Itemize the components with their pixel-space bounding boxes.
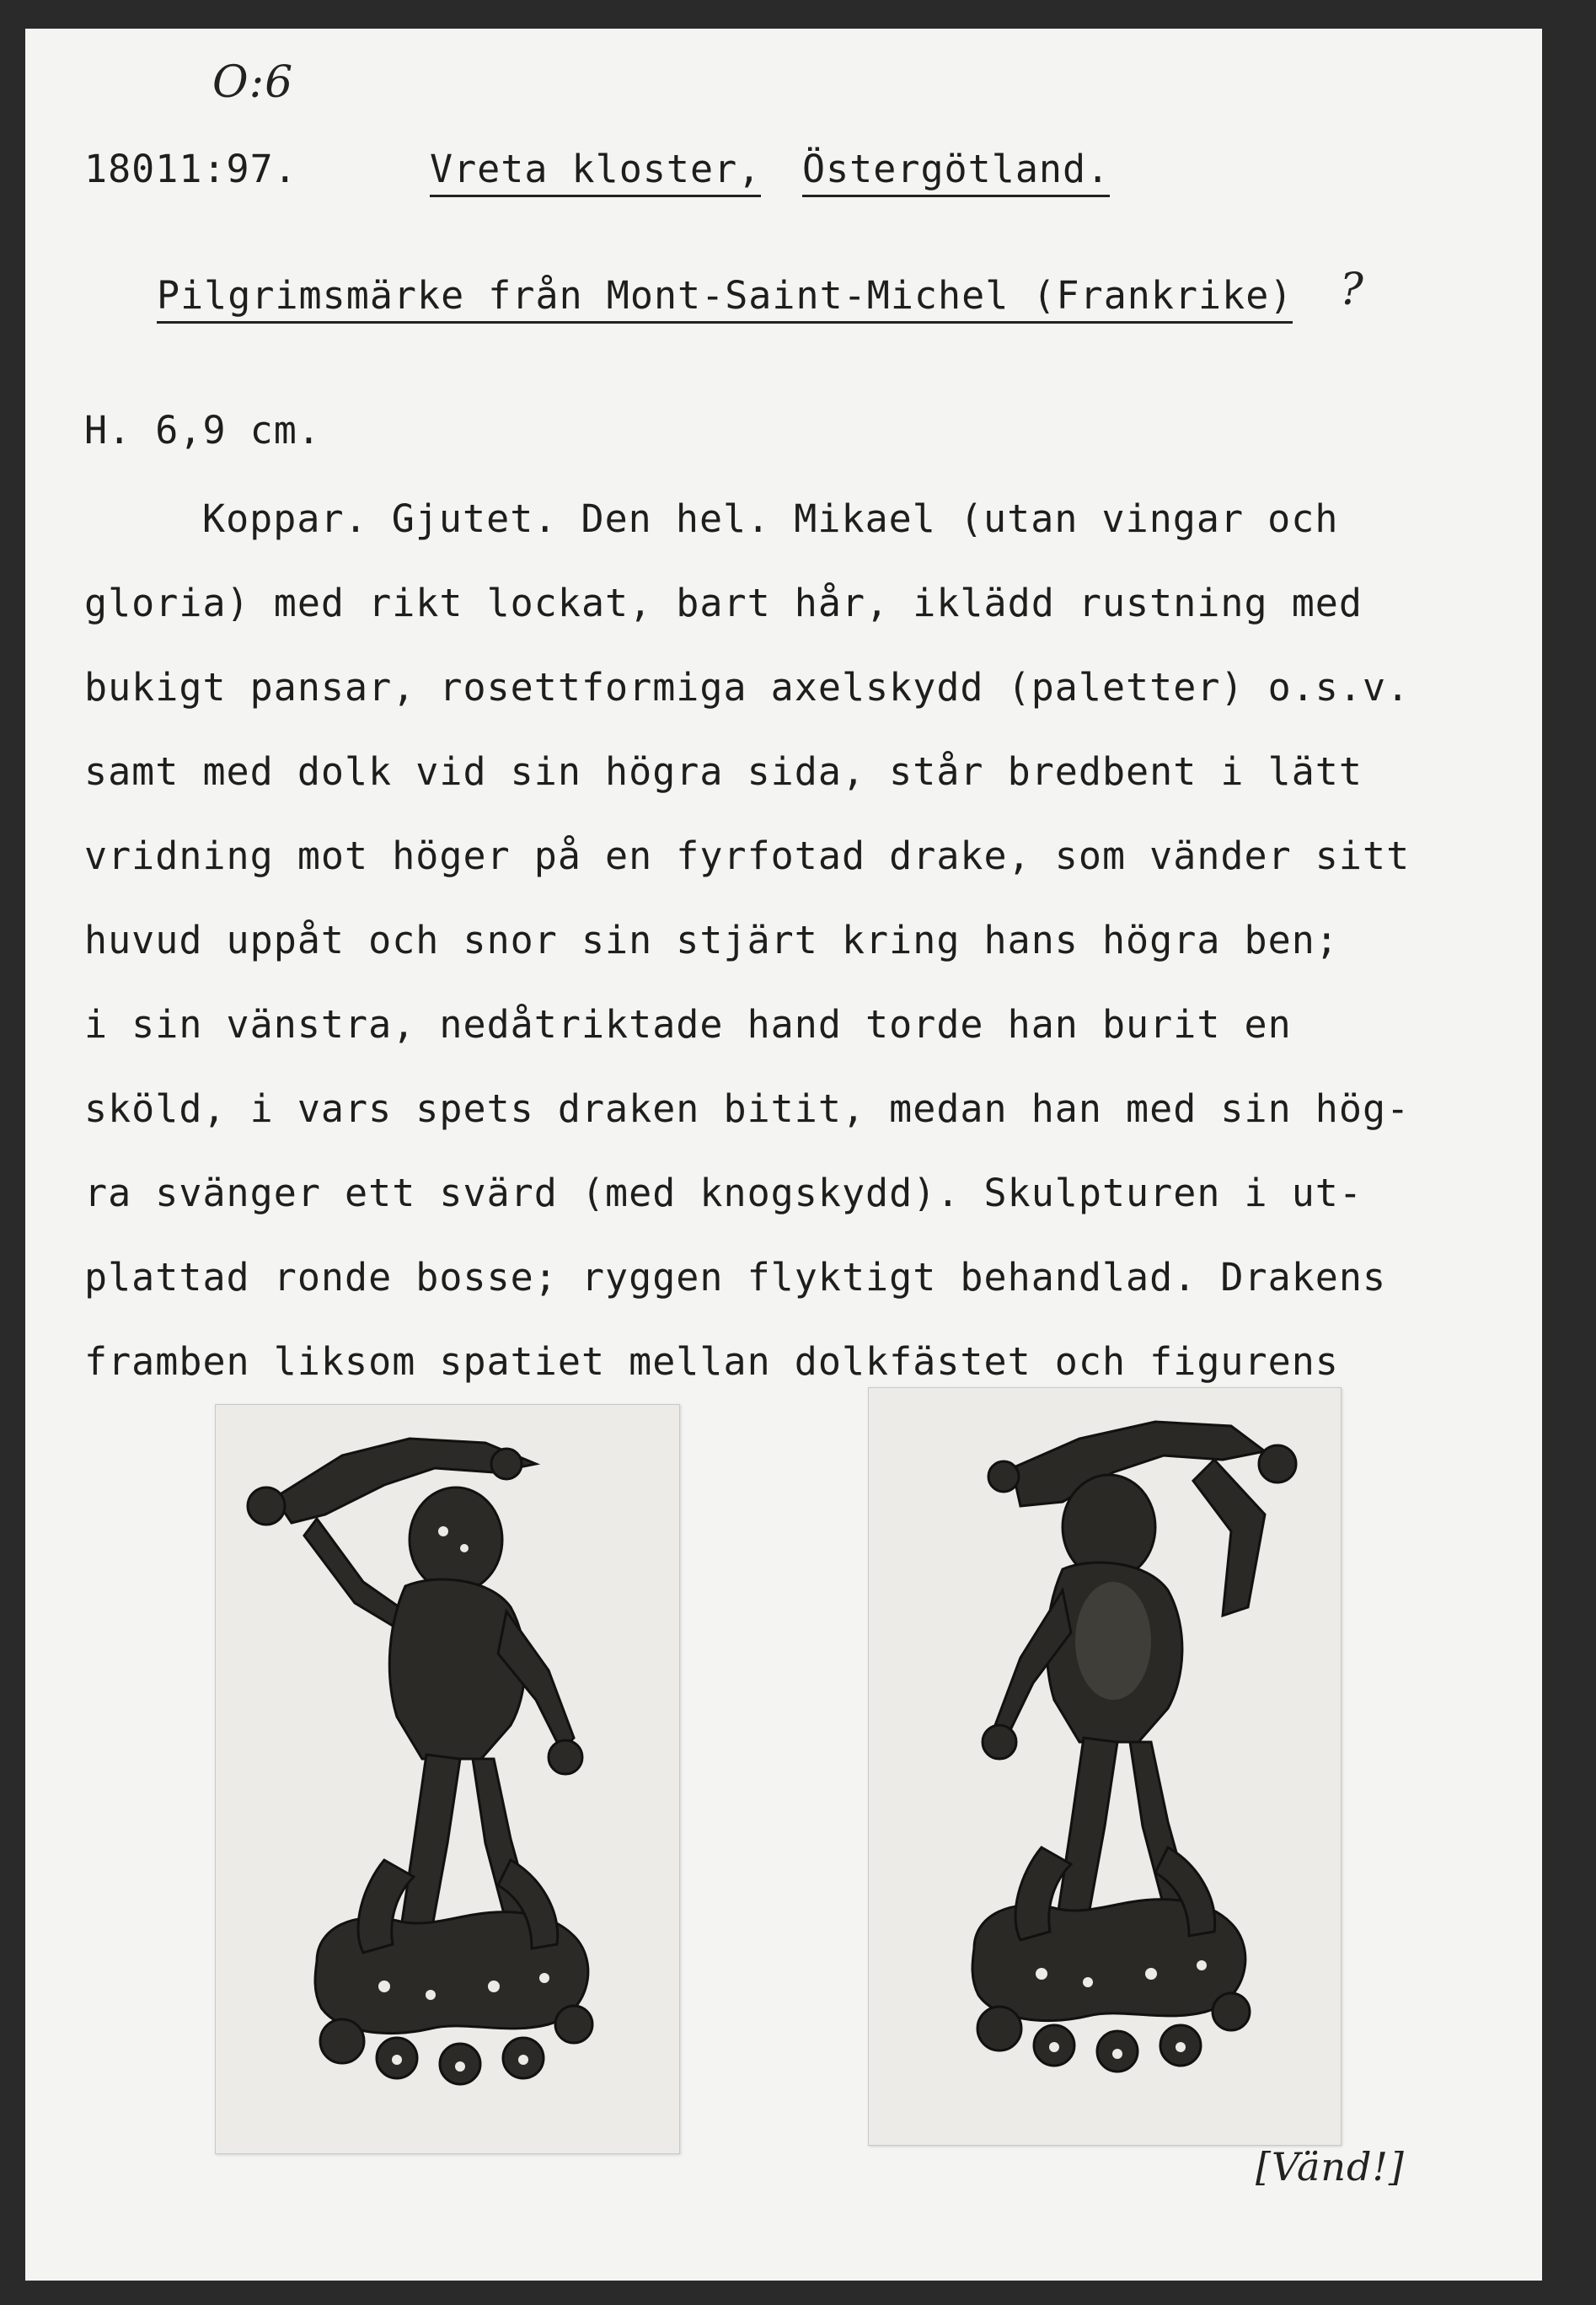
- title-question-mark: ?: [1340, 265, 1364, 315]
- catalog-card: [25, 29, 1542, 2281]
- body-line-8: sköld, i vars spets draken bitit, medan han med sin hög-: [84, 1086, 1411, 1131]
- badge-back-image: [869, 1388, 1341, 2145]
- body-line-10: plattad ronde bosse; ryggen flyktigt behandlad. Drakens: [84, 1255, 1387, 1300]
- height-measurement: H. 6,9 cm.: [84, 408, 321, 453]
- catalog-number: 18011:97.: [84, 147, 297, 191]
- body-line-7: i sin vänstra, nedåtriktade hand torde han burit en: [84, 1002, 1292, 1047]
- body-line-5: vridning mot höger på en fyrfotad drake, som vänder sitt: [84, 834, 1411, 878]
- region: Östergötland.: [802, 147, 1110, 197]
- document-title: Pilgrimsmärke från Mont-Saint-Michel (Frankrike): [157, 273, 1293, 324]
- body-line-11: framben liksom spatiet mellan dolkfästet och figurens: [84, 1339, 1339, 1384]
- body-line-1: Koppar. Gjutet. Den hel. Mikael (utan vingar och: [202, 496, 1339, 541]
- body-line-2: gloria) med rikt lockat, bart hår, iklädd rustning med: [84, 581, 1363, 625]
- body-line-6: huvud uppåt och snor sin stjärt kring hans högra ben;: [84, 918, 1339, 962]
- body-line-9: ra svänger ett svärd (med knogskydd). Skulpturen i ut-: [84, 1171, 1363, 1215]
- badge-front-photo: [215, 1404, 680, 2154]
- location: Vreta kloster,: [430, 147, 761, 197]
- badge-back-photo: [868, 1387, 1342, 2146]
- handwritten-id: O:6: [212, 57, 294, 108]
- body-line-4: samt med dolk vid sin högra sida, står bredbent i lätt: [84, 749, 1363, 794]
- body-line-3: bukigt pansar, rosettformiga axelskydd (paletter) o.s.v.: [84, 665, 1411, 710]
- turn-over-note: [Vänd!]: [1256, 2144, 1405, 2190]
- badge-front-image: [216, 1405, 679, 2153]
